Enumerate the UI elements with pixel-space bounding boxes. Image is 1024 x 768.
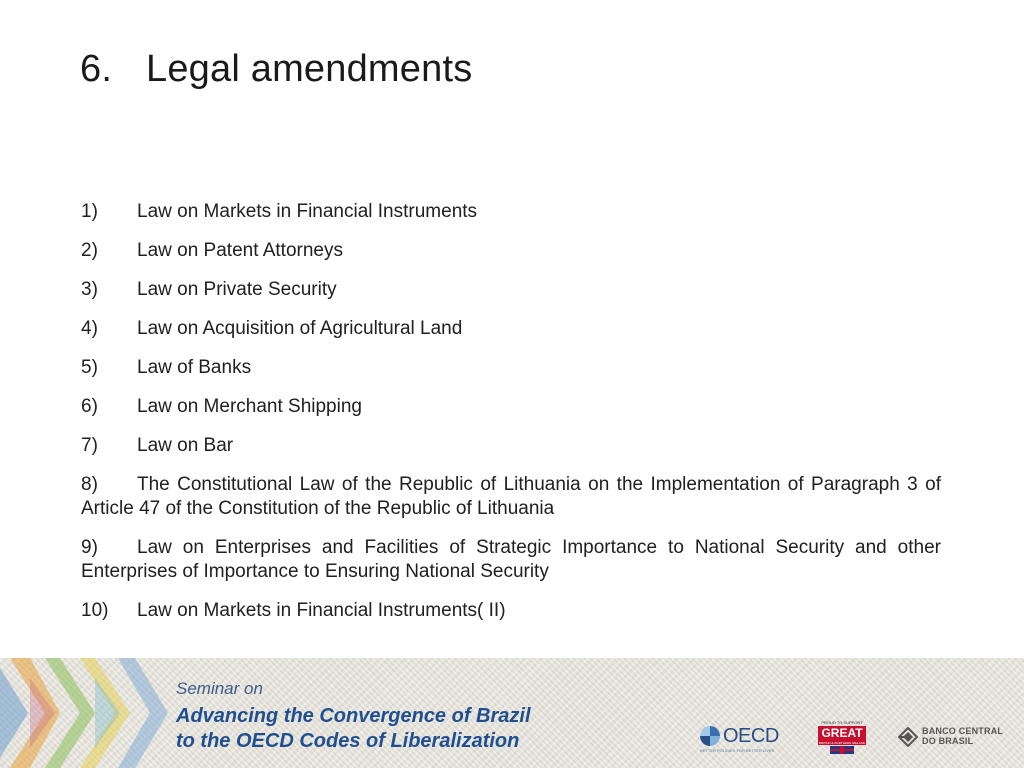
banco-central-line-1: BANCO CENTRAL [922, 726, 1004, 736]
list-item-text: Law on Private Security [137, 279, 337, 300]
great-word: GREAT [818, 726, 866, 741]
list-item-number: 1) [81, 201, 98, 222]
list-item-number: 7) [81, 435, 98, 456]
list-item-number: 6) [81, 396, 98, 417]
list-item-number: 3) [81, 279, 98, 300]
list-item-number: 4) [81, 318, 98, 339]
list-item-text: Law on Bar [137, 435, 234, 456]
list-item-text: Law on Acquisition of Agricultural Land [137, 318, 463, 339]
great-top-text: PROUD TO SUPPORT [821, 720, 863, 725]
decorative-pattern-icon [0, 658, 170, 768]
seminar-title-line-2: to the OECD Codes of Liberalization [176, 730, 520, 752]
list-item-number: 9) [81, 537, 98, 558]
seminar-label: Seminar on [176, 679, 263, 698]
banco-central-line-2: DO BRASIL [922, 736, 974, 746]
list-item [81, 200, 941, 224]
list-item [81, 434, 941, 458]
seminar-title-line-1: Advancing the Convergence of Brazil [176, 705, 531, 727]
great-campaign-logo [818, 720, 866, 758]
slide-title-text: Legal amendments [146, 48, 473, 90]
list-item-text: Law on Patent Attorneys [137, 240, 343, 261]
slide-title-number: 6. [80, 48, 113, 90]
banco-central-logo [898, 724, 1008, 754]
union-flag-icon [830, 746, 854, 754]
list-item-number: 2) [81, 240, 98, 261]
banco-central-emblem-icon [898, 727, 918, 747]
list-item [81, 317, 941, 341]
list-item [81, 239, 941, 263]
list-item [81, 473, 941, 521]
oecd-tagline: BETTER POLICIES FOR BETTER LIVES [700, 748, 775, 753]
footer-banner [0, 658, 1024, 768]
banco-central-text [922, 726, 1003, 746]
list-item [81, 395, 941, 419]
list-item [81, 536, 941, 584]
list-item-text: Law on Enterprises and Facilities of Strategic Importance to National Security and other Enterprises of Importance to Ensuring National Security [81, 537, 941, 582]
list-item-text: The Constitutional Law of the Republic of Lithuania on the Implementation of Paragraph 3 of Article 47 of the Constitution of the Republic of Lithuania [81, 474, 941, 519]
list-item-number: 5) [81, 357, 98, 378]
list-item-number: 10) [81, 600, 109, 621]
oecd-logo-text: OECD [723, 725, 779, 747]
list-item-text: Law on Markets in Financial Instruments [137, 201, 478, 222]
list-item [81, 599, 941, 623]
slide-title [80, 48, 472, 91]
great-sub-text: BRITAIN & NORTHERN IRELAND [818, 741, 866, 745]
list-item-text: Law on Merchant Shipping [137, 396, 362, 417]
list-item [81, 278, 941, 302]
oecd-globe-icon [700, 726, 720, 746]
list-item-text: Law of Banks [137, 357, 252, 378]
law-list [81, 200, 941, 638]
seminar-title [176, 704, 531, 754]
list-item [81, 356, 941, 380]
list-item-number: 8) [81, 474, 98, 495]
list-item-text: Law on Markets in Financial Instruments( II) [137, 600, 506, 621]
oecd-logo [700, 724, 784, 754]
